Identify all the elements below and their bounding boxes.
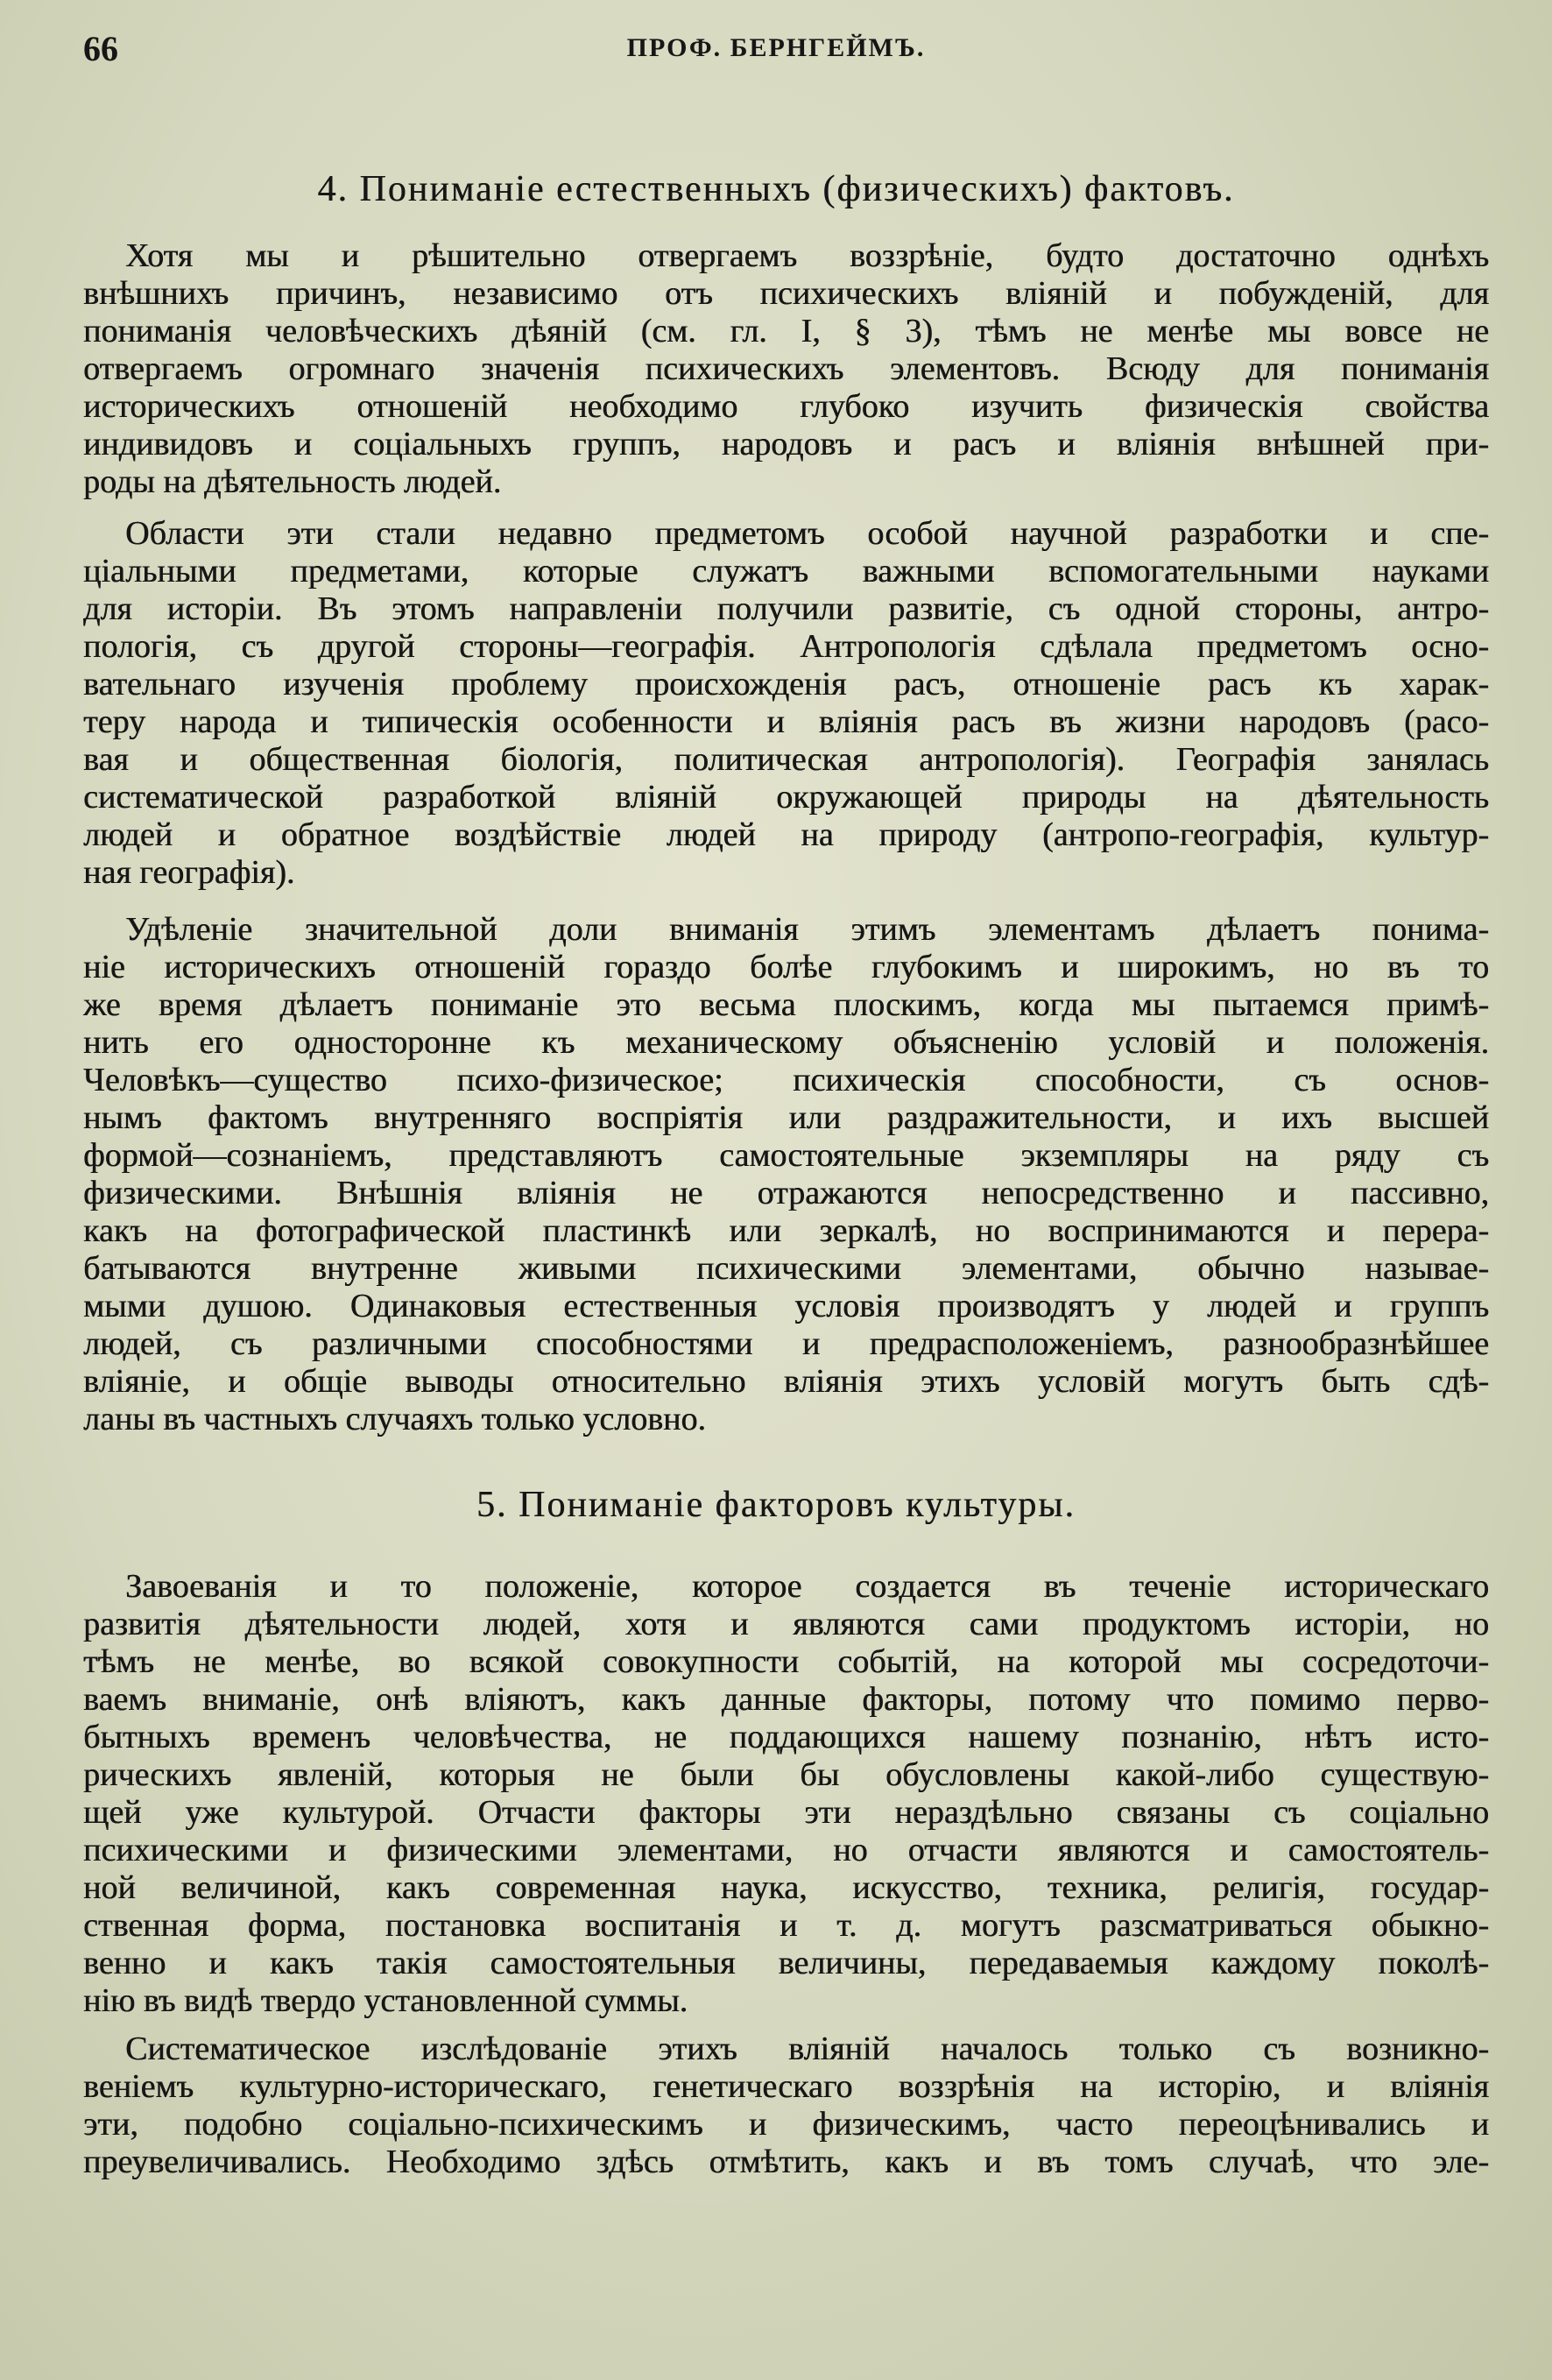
text-line: нить его односторонне къ механическому объясненію условій и положенія. [83, 1024, 1489, 1061]
text-line: Систематическое изслѣдованіе этихъ вліяній началось только съ возникно- [125, 2030, 1489, 2067]
text-line: физическими. Внѣшнія вліянія не отражаются непосредственно и пассивно, [83, 1175, 1489, 1211]
text-line: развитія дѣятельности людей, хотя и являются сами продуктомъ исторіи, но [83, 1606, 1489, 1642]
text-line: тѣмъ не менѣе, во всякой совокупности событій, на которой мы сосредоточи- [83, 1643, 1489, 1680]
text-line: веніемъ культурно-историческаго, генетическаго воззрѣнія на исторію, и вліянія [83, 2068, 1489, 2105]
text-line: пологія, съ другой стороны—географія. Антропологія сдѣлала предметомъ осно- [83, 628, 1489, 665]
text-line: преувеличивались. Необходимо здѣсь отмѣтить, какъ и въ томъ случаѣ, что эле- [83, 2143, 1489, 2180]
page-number: 66 [83, 29, 118, 68]
text-line: мыми душою. Одинаковыя естественныя условія производятъ у людей и группъ [83, 1288, 1489, 1324]
text-line: нымъ фактомъ внутренняго воспріятія или раздражительности, и ихъ высшей [83, 1099, 1489, 1136]
text-line: людей, съ различными способностями и предрасположеніемъ, разнообразнѣйшее [83, 1325, 1489, 1362]
text-line: отвергаемъ огромнаго значенія психическихъ элементовъ. Всюду для пониманія [83, 350, 1489, 387]
text-line: систематической разработкой вліяній окружающей природы на дѣятельность [83, 779, 1489, 816]
text-line: для исторіи. Въ этомъ направленіи получили развитіе, съ одной стороны, антро- [83, 590, 1489, 627]
text-line: историческихъ отношеній необходимо глубоко изучить физическія свойства [83, 388, 1489, 425]
text-line: ной величиной, какъ современная наука, искусство, техника, религія, государ- [83, 1869, 1489, 1906]
paragraph [83, 1568, 1489, 2020]
text-line: какъ на фотографической пластинкѣ или зеркалѣ, но воспринимаются и перера- [83, 1212, 1489, 1249]
text-line: вая и общественная біологія, политическая антропологія). Географія занялась [83, 741, 1489, 778]
text-line: рическихъ явленій, которыя не были бы обусловлены какой-либо существую- [83, 1756, 1489, 1793]
text-line: ланы въ частныхъ случаяхъ только условно. [83, 1401, 706, 1437]
text-line: теру народа и типическія особенности и вліянія расъ въ жизни народовъ (расо- [83, 703, 1489, 740]
text-line: индивидовъ и соціальныхъ группъ, народовъ и расъ и вліянія внѣшней при- [83, 426, 1489, 463]
running-header [0, 28, 1552, 72]
paragraph [83, 2030, 1489, 2181]
paragraph [83, 911, 1489, 1438]
text-line: людей и обратное воздѣйствіе людей на природу (антропо-географія, культур- [83, 816, 1489, 853]
text-line: внѣшнихъ причинъ, независимо отъ психическихъ вліяній и побужденій, для [83, 275, 1489, 312]
text-line: роды на дѣятельность людей. [83, 463, 502, 500]
text-line: формой—сознаніемъ, представляютъ самостоятельные экземпляры на ряду съ [83, 1137, 1489, 1174]
text-line: ная географія). [83, 854, 295, 891]
text-line: Завоеванія и то положеніе, которое создается въ теченіе историческаго [125, 1568, 1489, 1605]
paragraph [83, 515, 1489, 892]
text-line: вательнаго изученія проблему происхожденія расъ, отношеніе расъ къ харак- [83, 666, 1489, 703]
running-title: ПРОФ. БЕРНГЕЙМЪ. [626, 33, 926, 62]
text-line: ціальными предметами, которые служатъ важными вспомогательными науками [83, 553, 1489, 590]
text-line: вліяніе, и общіе выводы относительно вліянія этихъ условій могутъ быть сдѣ- [83, 1363, 1489, 1400]
text-line: ваемъ вниманіе, онѣ вліяютъ, какъ данные факторы, потому что помимо перво- [83, 1681, 1489, 1718]
text-line: ственная форма, постановка воспитанія и т. д. могутъ разсматриваться обыкно- [83, 1907, 1489, 1944]
section-heading-5: 5. Пониманіе факторовъ культуры. [476, 1485, 1076, 1525]
text-line: психическими и физическими элементами, но отчасти являются и самостоятель- [83, 1832, 1489, 1868]
text-line: Человѣкъ—существо психо-физическое; психическія способности, съ основ- [83, 1062, 1489, 1098]
text-line: Области эти стали недавно предметомъ особой научной разработки и спе- [125, 515, 1489, 552]
text-line: Хотя мы и рѣшительно отвергаемъ воззрѣніе, будто достаточно однѣхъ [125, 237, 1489, 274]
text-line: Удѣленіе значительной доли вниманія этимъ элементамъ дѣлаетъ понима- [125, 911, 1489, 948]
text-line: эти, подобно соціально-психическимъ и физическимъ, часто переоцѣнивались и [83, 2106, 1489, 2143]
text-line: батываются внутренне живыми психическими элементами, обычно называе- [83, 1250, 1489, 1287]
text-line: ніе историческихъ отношеній гораздо болѣе глубокимъ и широкимъ, но въ то [83, 949, 1489, 985]
text-line: бытныхъ временъ человѣчества, не поддающихся нашему познанію, нѣтъ исто- [83, 1719, 1489, 1755]
text-line: венно и какъ такія самостоятельныя величины, передаваемыя каждому поколѣ- [83, 1945, 1489, 1981]
text-line: же время дѣлаетъ пониманіе это весьма плоскимъ, когда мы пытаемся примѣ- [83, 986, 1489, 1023]
paragraph [83, 237, 1489, 501]
text-line: щей уже культурой. Отчасти факторы эти нераздѣльно связаны съ соціально [83, 1794, 1489, 1831]
section-heading-4: 4. Пониманіе естественныхъ (физическихъ) фактовъ. [317, 169, 1235, 209]
text-line: пониманія человѣческихъ дѣяній (см. гл. I, § 3), тѣмъ не менѣе мы вовсе не [83, 313, 1489, 350]
text-line: нію въ видѣ твердо установленной суммы. [83, 1982, 688, 2019]
